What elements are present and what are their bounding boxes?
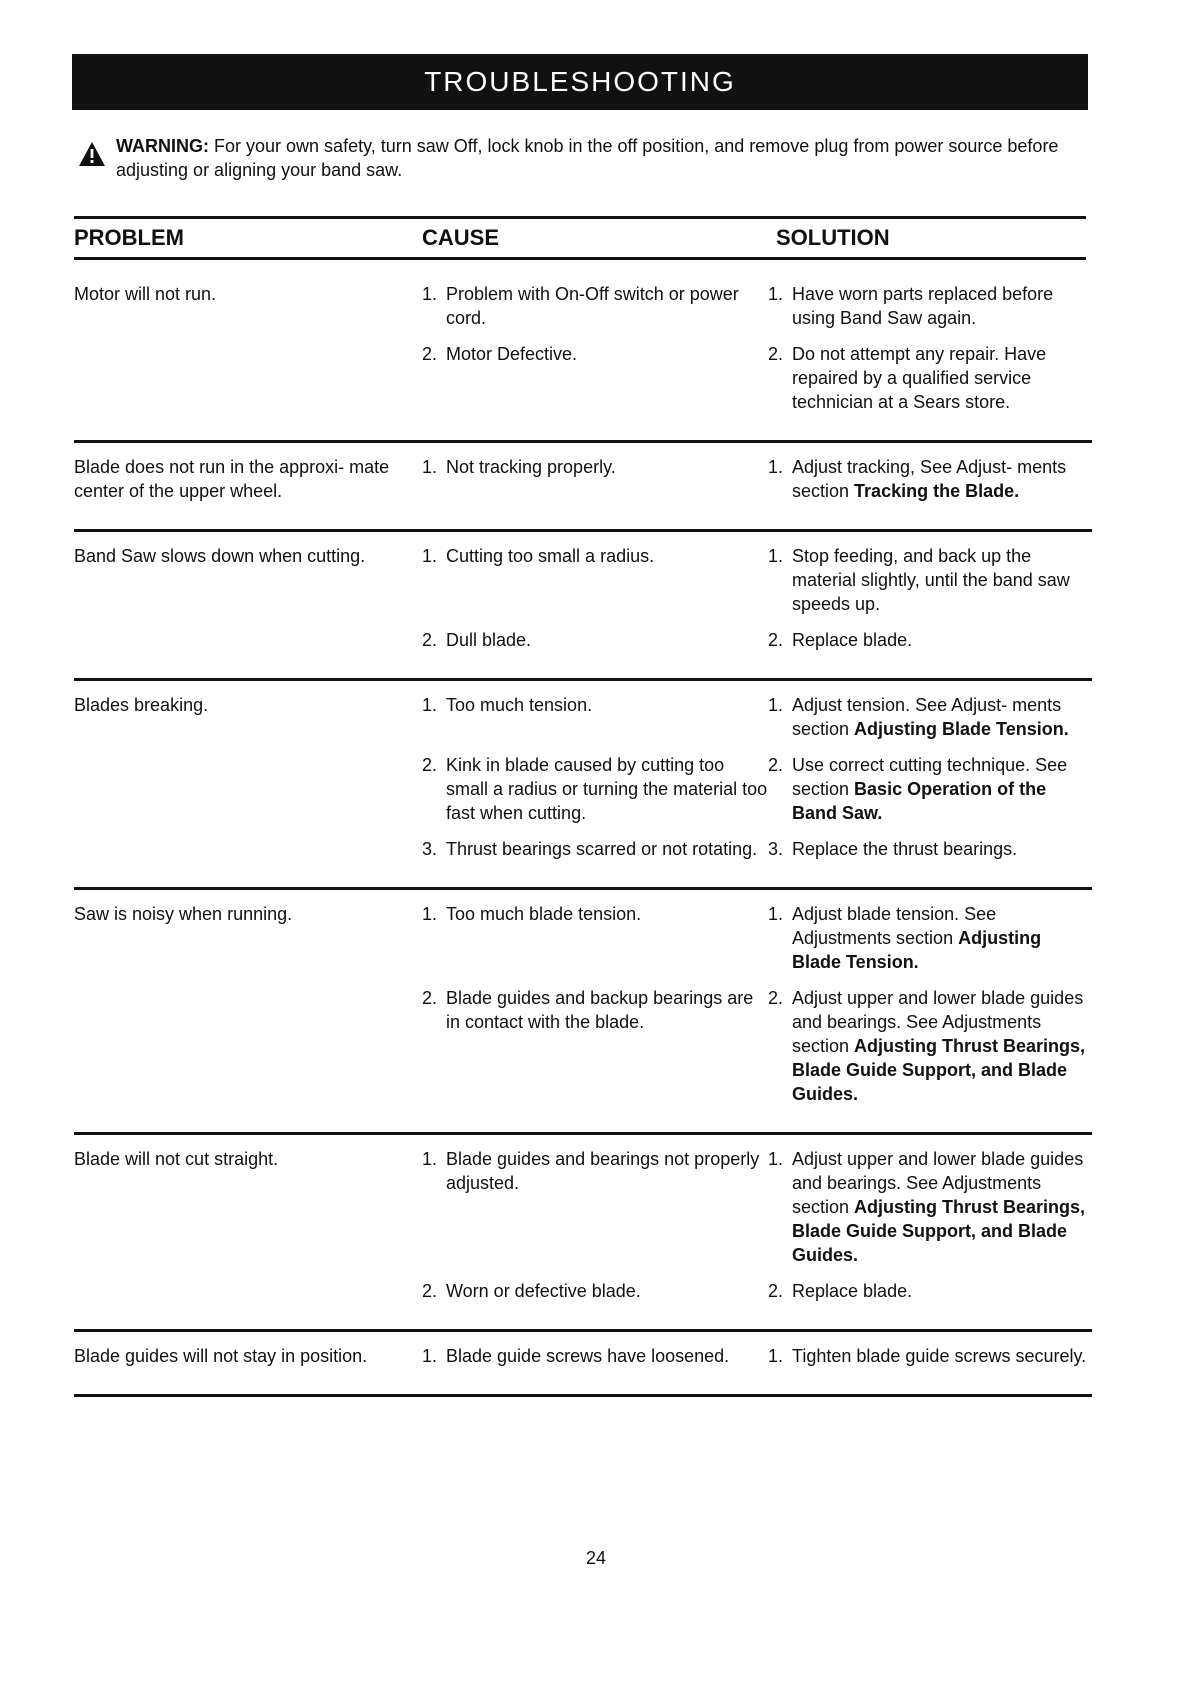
header-problem: PROBLEM <box>74 225 184 250</box>
solution-number: 2. <box>768 630 784 650</box>
table-row <box>74 532 1092 681</box>
solution-item <box>768 282 1088 330</box>
solution-number: 2. <box>768 988 784 1008</box>
solution-text-wrap <box>792 342 1088 414</box>
cause-text: Not tracking properly. <box>446 457 616 477</box>
page-title: TROUBLESHOOTING <box>72 54 1088 110</box>
table-row <box>74 890 1092 1135</box>
solution-reference: Adjusting Blade Tension. <box>854 719 1069 739</box>
troubleshooting-table <box>74 270 1092 1397</box>
cause-number: 1. <box>422 1346 438 1366</box>
cause-text: Worn or defective blade. <box>446 1281 641 1301</box>
solution-text-wrap <box>792 1344 1086 1368</box>
cause-text: Motor Defective. <box>446 344 578 364</box>
solution-text: Adjust tracking, See Adjust- ments section <box>792 457 1067 501</box>
solution-reference: Adjusting Thrust Bearings, Blade Guide Support, and Blade Guides. <box>792 1036 1086 1104</box>
solution-item <box>768 1147 1088 1267</box>
cause-item <box>422 837 768 861</box>
solution-item <box>768 986 1088 1106</box>
solution-text-wrap <box>792 986 1088 1106</box>
page-number: 24 <box>585 1548 607 1568</box>
cause-number: 2. <box>422 988 438 1008</box>
cause-item <box>422 628 768 652</box>
solution-number: 3. <box>768 839 784 859</box>
solution-text-wrap <box>792 544 1088 616</box>
solution-item <box>768 837 1088 861</box>
solution-text: Have worn parts replaced before using Band Saw again. <box>792 284 1054 328</box>
solution-item <box>768 1279 1088 1303</box>
solution-item <box>768 342 1088 414</box>
problem-cell: Blades breaking. <box>74 695 209 715</box>
cause-number: 2. <box>422 630 438 650</box>
table-row <box>74 1135 1092 1332</box>
solution-text: Replace blade. <box>792 1281 913 1301</box>
cause-number: 1. <box>422 284 438 304</box>
cause-text: Kink in blade caused by cutting too small a radius or turning the material too fast when cutting. <box>446 755 768 823</box>
solution-item <box>768 693 1088 741</box>
cause-item <box>422 902 768 974</box>
solution-item <box>768 1344 1088 1368</box>
cause-text: Cutting too small a radius. <box>446 546 655 566</box>
solution-text: Do not attempt any repair. Have repaired by a qualified service technician at a Sears store. <box>792 344 1047 412</box>
solution-number: 1. <box>768 1149 784 1169</box>
cause-item <box>422 282 768 330</box>
cause-number: 2. <box>422 1281 438 1301</box>
cause-text: Thrust bearings scarred or not rotating. <box>446 839 758 859</box>
solution-text: Replace the thrust bearings. <box>792 839 1018 859</box>
warning-label: WARNING: <box>116 136 209 156</box>
solution-text-wrap <box>792 753 1088 825</box>
problem-cell: Blade does not run in the approxi- mate center of the upper wheel. <box>74 457 390 501</box>
solution-text: Adjust blade tension. See Adjustments section <box>792 904 997 948</box>
table-row <box>74 1332 1092 1397</box>
problem-cell: Saw is noisy when running. <box>74 904 293 924</box>
cause-number: 2. <box>422 344 438 364</box>
header-solution: SOLUTION <box>776 225 890 250</box>
cause-text: Too much blade tension. <box>446 904 642 924</box>
cause-item <box>422 1147 768 1267</box>
solution-item <box>768 628 1088 652</box>
warning-triangle-icon <box>78 140 106 168</box>
cause-item <box>422 986 768 1106</box>
cause-number: 3. <box>422 839 438 859</box>
cause-number: 1. <box>422 1149 438 1169</box>
solution-text: Adjust upper and lower blade guides and bearings. See Adjustments section <box>792 988 1084 1056</box>
solution-reference: Tracking the Blade. <box>854 481 1020 501</box>
cause-text: Problem with On-Off switch or power cord. <box>446 284 739 328</box>
cause-item <box>422 544 768 616</box>
solution-text: Replace blade. <box>792 630 913 650</box>
problem-cell: Blade guides will not stay in position. <box>74 1346 368 1366</box>
problem-cell: Band Saw slows down when cutting. <box>74 546 366 566</box>
cause-text: Too much tension. <box>446 695 593 715</box>
solution-text: Adjust upper and lower blade guides and bearings. See Adjustments section <box>792 1149 1084 1217</box>
solution-number: 1. <box>768 904 784 924</box>
solution-number: 1. <box>768 1346 784 1366</box>
solution-number: 1. <box>768 695 784 715</box>
cause-text: Blade guides and bearings not properly adjusted. <box>446 1149 760 1193</box>
problem-cell: Motor will not run. <box>74 284 217 304</box>
solution-text-wrap <box>792 1279 912 1303</box>
solution-reference: Adjusting Blade Tension. <box>792 928 1042 972</box>
problem-cell: Blade will not cut straight. <box>74 1149 279 1169</box>
header-cause: CAUSE <box>422 225 500 250</box>
cause-item <box>422 1344 768 1368</box>
warning-text-block <box>116 134 1078 182</box>
solution-text: Adjust tension. See Adjust- ments section <box>792 695 1062 739</box>
cause-item <box>422 455 768 503</box>
cause-number: 1. <box>422 904 438 924</box>
solution-number: 2. <box>768 1281 784 1301</box>
cause-item <box>422 342 768 414</box>
warning-text: For your own safety, turn saw Off, lock knob in the off position, and remove plug from power source before adjusting or aligning your band saw. <box>116 136 1059 180</box>
solution-text: Use correct cutting technique. See section <box>792 755 1068 799</box>
solution-text-wrap <box>792 837 1017 861</box>
table-row <box>74 270 1092 443</box>
cause-number: 1. <box>422 457 438 477</box>
solution-reference: Basic Operation of the Band Saw. <box>792 779 1047 823</box>
table-row <box>74 681 1092 890</box>
solution-number: 2. <box>768 755 784 775</box>
cause-number: 2. <box>422 755 438 775</box>
solution-item <box>768 753 1088 825</box>
cause-text: Blade guides and backup bearings are in contact with the blade. <box>446 988 754 1032</box>
table-row <box>74 443 1092 532</box>
solution-text-wrap <box>792 455 1088 503</box>
solution-text-wrap <box>792 693 1088 741</box>
solution-item <box>768 902 1088 974</box>
solution-reference: Adjusting Thrust Bearings, Blade Guide Support, and Blade Guides. <box>792 1197 1086 1265</box>
solution-number: 1. <box>768 546 784 566</box>
cause-number: 1. <box>422 546 438 566</box>
cause-item <box>422 1279 768 1303</box>
cause-item <box>422 693 768 741</box>
solution-text: Stop feeding, and back up the material slightly, until the band saw speeds up. <box>792 546 1070 614</box>
solution-item <box>768 544 1088 616</box>
warning-notice <box>78 134 1078 182</box>
solution-item <box>768 455 1088 503</box>
cause-item <box>422 753 768 825</box>
cause-text: Blade guide screws have loosened. <box>446 1346 730 1366</box>
solution-text: Tighten blade guide screws securely. <box>792 1346 1087 1366</box>
solution-text-wrap <box>792 1147 1088 1267</box>
solution-number: 1. <box>768 284 784 304</box>
solution-text-wrap <box>792 282 1088 330</box>
table-header <box>74 216 1086 260</box>
solution-text-wrap <box>792 902 1088 974</box>
solution-number: 2. <box>768 344 784 364</box>
solution-number: 1. <box>768 457 784 477</box>
solution-text-wrap <box>792 628 912 652</box>
cause-number: 1. <box>422 695 438 715</box>
cause-text: Dull blade. <box>446 630 532 650</box>
